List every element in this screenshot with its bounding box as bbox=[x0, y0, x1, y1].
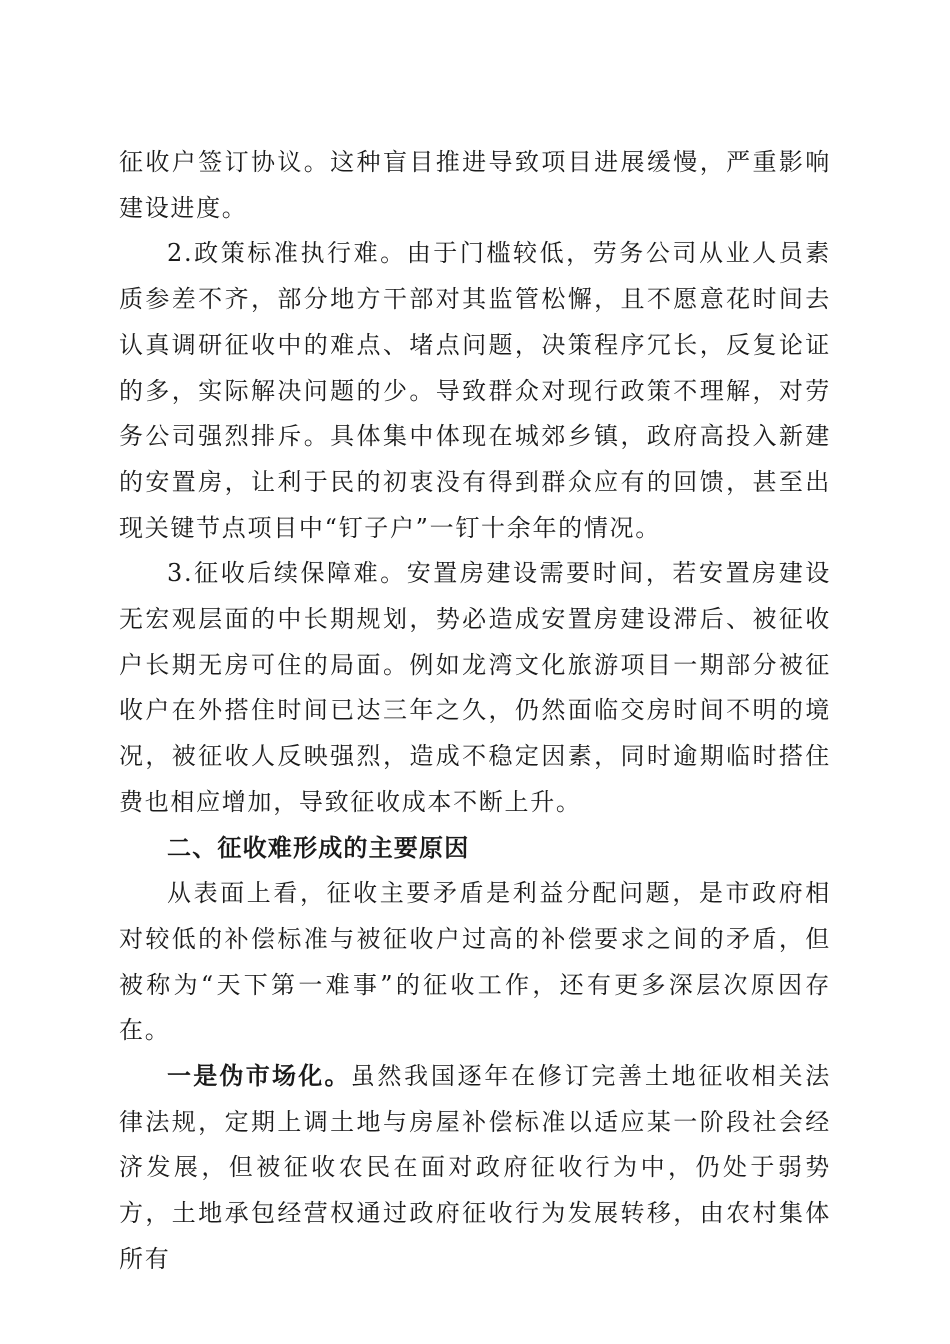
section-heading-main-causes: 二、征收难形成的主要原因 bbox=[167, 833, 470, 862]
paragraph-pseudo-marketization bbox=[119, 1054, 831, 1283]
paragraph-body-text: 虽然我国逐年在修订完善土地征收相关法律法规，定期上调土地与房屋补偿标准以适应某一阶段社会经济发展，但被征收农民在面对政府征收行为中，仍处于弱势方，土地承包经营权通过政府征收行为发展转移，由农村集体所有 bbox=[119, 1062, 831, 1273]
paragraph-policy-standard-difficulty: 2.政策标准执行难。由于门槛较低，劳务公司从业人员素质参差不齐，部分地方干部对其监管松懈，且不愿意花时间去认真调研征收中的难点、堵点问题，决策程序冗长，反复论证的多，实际解决问题的少。导致群众对现行政策不理解，对劳务公司强烈排斥。具体集中体现在城郊乡镇，政府高投入新建的安置房，让利于民的初衷没有得到群众应有的回馈，甚至出现关键节点项目中“钉子户”一钉十余年的情况。 bbox=[119, 239, 831, 542]
paragraph-continuation: 征收户签订协议。这种盲目推进导致项目进展缓慢，严重影响建设进度。 bbox=[119, 148, 831, 222]
document-body bbox=[119, 140, 831, 1283]
paragraph-post-expropriation-guarantee: 3.征收后续保障难。安置房建设需要时间，若安置房建设无宏观层面的中长期规划，势必造成安置房建设滞后、被征收户长期无房可住的局面。例如龙湾文化旅游项目一期部分被征收户在外搭住时间已达三年之久，仍然面临交房时间不明的境况，被征收人反映强烈，造成不稳定因素，同时逾期临时搭住费也相应增加，导致征收成本不断上升。 bbox=[119, 559, 831, 816]
paragraph-surface-contradiction: 从表面上看，征收主要矛盾是利益分配问题，是市政府相对较低的补偿标准与被征收户过高的补偿要求之间的矛盾，但被称为“天下第一难事”的征收工作，还有更多深层次原因存在。 bbox=[119, 879, 831, 1045]
bold-lead-text: 一是伪市场化。 bbox=[167, 1062, 351, 1091]
